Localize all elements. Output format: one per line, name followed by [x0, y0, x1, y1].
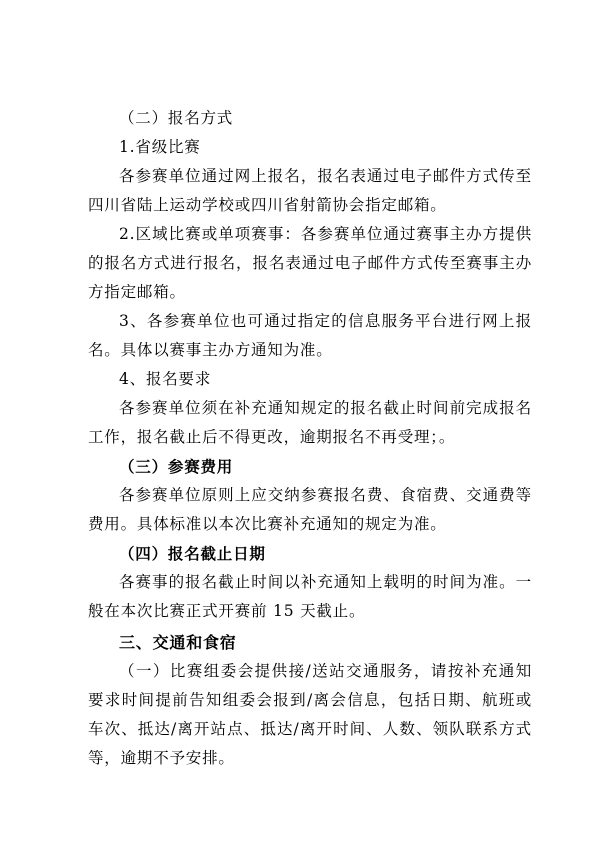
- document-body: [88, 104, 532, 773]
- item-registration-requirements: 4、报名要求: [119, 370, 212, 388]
- subheading-entry-fees: （三）参赛费用: [119, 457, 234, 476]
- subheading-registration-deadline: （四）报名截止日期: [119, 544, 266, 563]
- paragraph-entry-fees: 各参赛单位原则上应交纳参赛报名费、食宿费、交通费等费用。具体标准以本次比赛补充通知的规定为准。: [88, 486, 532, 533]
- section-heading-transport-lodging: 三、交通和食宿: [119, 633, 237, 652]
- item-provincial-competition: 1.省级比赛: [119, 138, 201, 156]
- paragraph-registration-deadline: 各赛事的报名截止时间以补充通知上载明的时间为准。一般在本次比赛正式开赛前 15 天截止。: [88, 573, 532, 620]
- paragraph-online-platform: 3、各参赛单位也可通过指定的信息服务平台进行网上报名。具体以赛事主办方通知为准。: [88, 312, 532, 359]
- paragraph-transport-service: （一）比赛组委会提供接/送站交通服务，请按补充通知要求时间提前告知组委会报到/离会信息，包括日期、航班或车次、抵达/离开站点、抵达/离开时间、人数、领队联系方式等，逾期不予安排。: [88, 662, 532, 767]
- paragraph-provincial-registration: 各参赛单位通过网上报名，报名表通过电子邮件方式传至四川省陆上运动学校或四川省射箭协会指定邮箱。: [88, 167, 532, 214]
- paragraph-registration-deadline-rule: 各参赛单位须在补充通知规定的报名截止时间前完成报名工作，报名截止后不得更改，逾期报名不再受理；。: [88, 399, 532, 446]
- subheading-registration-method: （二）报名方式: [119, 109, 234, 127]
- paragraph-regional-competition: 2.区域比赛或单项赛事：各参赛单位通过赛事主办方提供的报名方式进行报名，报名表通过电子邮件方式传至赛事主办方指定邮箱。: [88, 225, 532, 301]
